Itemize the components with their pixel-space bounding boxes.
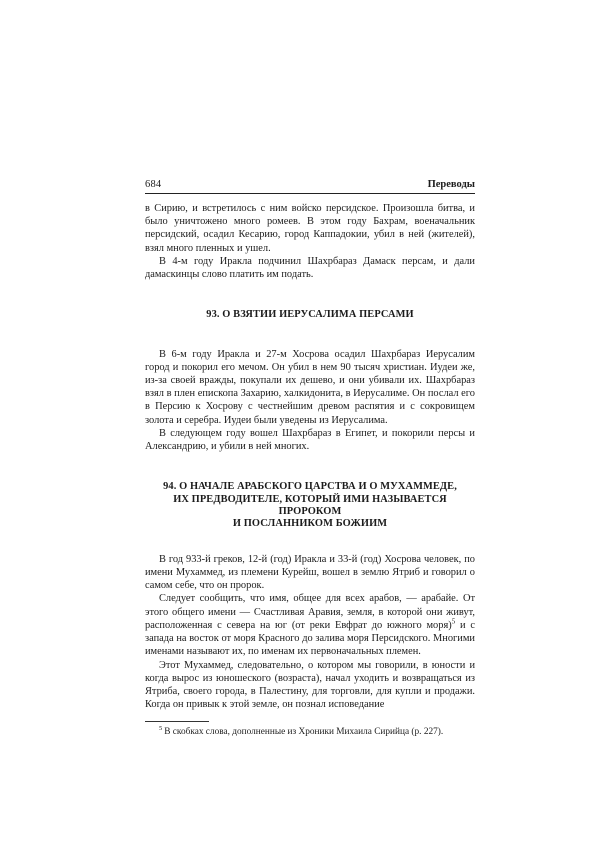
heading-line: И ПОСЛАННИКОМ БОЖИИМ xyxy=(232,518,388,530)
chapter-heading-93: 93. О ВЗЯТИИ ИЕРУСАЛИМА ПЕРСАМИ xyxy=(206,309,414,321)
page-number: 684 xyxy=(145,179,162,190)
footnote-number: 5 xyxy=(159,725,163,733)
section-title: Переводы xyxy=(427,179,475,190)
running-head xyxy=(145,178,475,194)
paragraph: Этот Мухаммед, следовательно, о котором мы говорили, в юности и когда вырос из юношеского (возраста), начал уходить и возвращаться из Ятриба, своего города, в Палестину, для торговли, для купли и продажи. Когда он привык к этой земле, он познал исповедание xyxy=(145,659,475,711)
heading-line: 94. О НАЧАЛЕ АРАБСКОГО ЦАРСТВА И О МУХАММЕДЕ, xyxy=(163,481,457,493)
footnote-divider xyxy=(145,721,209,722)
paragraph: В 6-м году Иракла и 27-м Хосрова осадил Шахрбараз Иерусалим город и покорил его мечом. Он убил в нем 90 тысяч христиан. Иудеи же, из-за своей вражды, покупали их дешево, и они убивали их. Шахрбараз взял в плен епископа Захарию, халкидонита, в Иерусалиме. Он послал его в Персию к Хосрову с честнейшим древом распятия и с сокровищем золота и серебра. Иудеи были уведены из Иерусалима. xyxy=(145,348,475,426)
paragraph: В 4-м году Иракла подчинил Шахрбараз Дамаск персам, и дали дамаскинцы слово платить им подать. xyxy=(145,255,475,281)
paragraph: в Сирию, и встретилось с ним войско персидское. Произошла битва, и было уничтожено много ромеев. В этом году Бахрам, военачальник персидский, осадил Кесарию, город Каппадокии, убил в ней (жителей), взял много пленных и ушел. xyxy=(145,203,475,254)
footnote-reference[interactable]: 5 xyxy=(451,617,456,626)
page-body xyxy=(145,202,475,738)
paragraph-text: и с запада на восток от моря Красного до залива моря Персидского. Многими именами называют их, по именам их первоначальных племен. xyxy=(145,619,476,658)
chapter-heading-94 xyxy=(145,481,475,531)
footnote xyxy=(145,726,475,738)
paragraph-text: Следует сообщить, что имя, общее для всех арабов, — арабайе. От этого общего имени — Счастливая Аравия, земля, в которой они живут, расположенная с севера на юг (от реки Евфрат до южного моря) xyxy=(145,593,475,631)
paragraph xyxy=(145,592,475,658)
heading-line: ИХ ПРЕДВОДИТЕЛЕ, КОТОРЫЙ ИМИ НАЗЫВАЕТСЯ ПРОРОКОМ xyxy=(173,493,447,518)
paragraph: В следующем году вошел Шахрбараз в Египет, и покорили персы и Александрию, и убили в ней многих. xyxy=(145,427,475,453)
paragraph: В год 933-й греков, 12-й (год) Иракла и 33-й (год) Хосрова человек, по имени Мухаммед, из племени Курейш, вошел в землю Ятриб и говорил о самом себе, что он пророк. xyxy=(145,553,475,592)
footnote-text: В скобках слова, дополненные из Хроники Михаила Сирийца (р. 227). xyxy=(164,727,444,738)
book-page xyxy=(145,178,475,738)
